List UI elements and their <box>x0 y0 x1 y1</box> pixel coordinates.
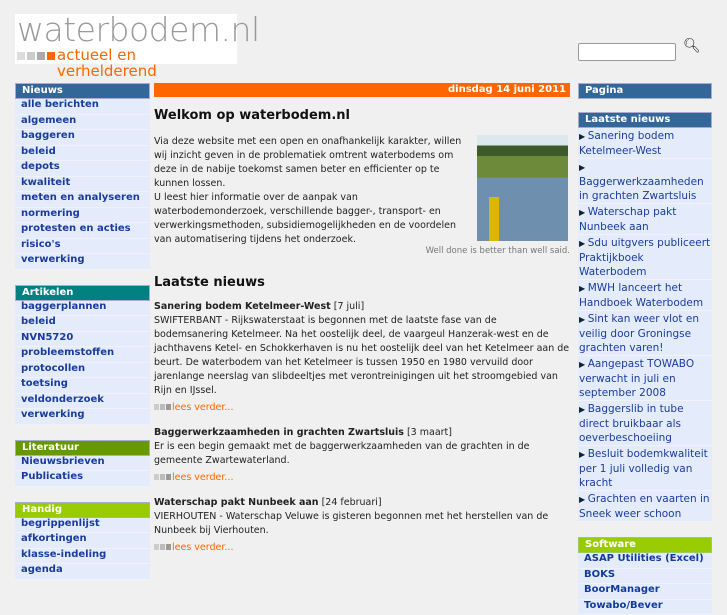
news-item-header <box>154 426 570 440</box>
read-more-bullet-icon <box>154 542 172 553</box>
sidebar-item[interactable]: klasse-indeling <box>15 549 150 565</box>
latest-news-link[interactable] <box>578 159 712 204</box>
latest-news-list <box>578 128 712 522</box>
latest-news-label: Baggerslib in tube direct bruikbaar als oeverbeschoeiing <box>579 403 684 444</box>
sidebar-item[interactable]: NVN5720 <box>15 332 150 348</box>
sidebar-item[interactable]: algemeen <box>15 115 150 131</box>
sidebar-item[interactable]: verwerking <box>15 254 150 270</box>
arrow-right-icon: ▶ <box>579 208 588 217</box>
sidebar-item[interactable]: protesten en acties <box>15 223 150 239</box>
sidebar-item[interactable]: begrippenlijst <box>15 518 150 534</box>
sidebar-item[interactable]: afkortingen <box>15 533 150 549</box>
news-item <box>154 496 570 553</box>
arrow-right-icon: ▶ <box>579 315 588 324</box>
sidebar-menu <box>15 301 150 425</box>
arrow-right-icon: ▶ <box>579 239 588 248</box>
read-more-row <box>154 542 570 553</box>
sidebar-item[interactable]: risico's <box>15 239 150 255</box>
sidebar-menu <box>15 456 150 487</box>
news-item-text: VIERHOUTEN - Waterschap Veluwe is gisteren begonnen met het herstellen van de Nunbeek bij Vierhouten. <box>154 510 570 538</box>
read-more-bullet-icon <box>154 402 172 413</box>
read-more-link[interactable]: lees verder... <box>172 542 233 553</box>
news-item-title[interactable]: Sanering bodem Ketelmeer-West <box>154 301 331 312</box>
news-item-header <box>154 496 570 510</box>
latest-news-link[interactable] <box>578 128 712 159</box>
software-list <box>578 553 712 615</box>
latest-news-label: Sdu uitgvers publiceert Praktijkboek Waterbodem <box>579 237 710 278</box>
sidebar-item[interactable]: verwerking <box>15 409 150 425</box>
news-item-date: [7 juli] <box>334 301 364 312</box>
news-item-title[interactable]: Waterschap pakt Nunbeek aan <box>154 497 319 508</box>
welcome-title: Welkom op waterbodem.nl <box>154 108 570 123</box>
software-item[interactable]: BoorManager <box>578 584 712 600</box>
latest-news-link[interactable] <box>578 311 712 356</box>
news-item <box>154 300 570 413</box>
search-input[interactable] <box>578 43 676 61</box>
sidebar-header-nieuws: Nieuws <box>15 83 150 99</box>
news-item-date: [24 februari] <box>322 497 382 508</box>
software-item[interactable]: BOKS <box>578 569 712 585</box>
latest-news-link[interactable] <box>578 401 712 446</box>
sidebar-item[interactable]: beleid <box>15 146 150 162</box>
latest-news-link[interactable] <box>578 235 712 280</box>
software-header: Software <box>578 537 712 553</box>
sidebar-item[interactable]: depots <box>15 161 150 177</box>
sidebar-item[interactable]: normering <box>15 208 150 224</box>
welcome-text-2: U leest hier informatie over de aanpak van waterbodemonderzoek, verschillende bagger-, transport- en verwerkingsmethoden, subsidiemogelijkheden en de voordelen van automatisering tijdens het onderzoek. <box>154 191 469 247</box>
latest-news-link[interactable] <box>578 446 712 491</box>
news-item-date: [3 maart] <box>407 427 452 438</box>
latest-news-label: Baggerwerkzaamheden in grachten Zwartsluis <box>579 176 704 202</box>
right-sidebar <box>578 83 712 615</box>
left-sidebar <box>15 83 150 580</box>
read-more-link[interactable]: lees verder... <box>172 402 233 413</box>
sidebar-item[interactable]: probleemstoffen <box>15 347 150 363</box>
read-more-row <box>154 402 570 413</box>
sidebar-item[interactable]: veldonderzoek <box>15 394 150 410</box>
logo-tagline: actueel en verhelderend <box>57 47 237 79</box>
latest-news-link[interactable] <box>578 204 712 235</box>
arrow-right-icon: ▶ <box>579 495 588 504</box>
sidebar-menu <box>15 518 150 580</box>
latest-news-label: MWH lanceert het Handboek Waterbodem <box>579 282 703 309</box>
welcome-text: Via deze website met een open en onafhankelijk karakter, willen wij inzicht geven in de problematiek omtrent waterbodems om deze in de nabije toekomst samen beter en efficienter op te kunnen lossen. <box>154 135 469 191</box>
news-item-text: SWIFTERBANT - Rijkswaterstaat is begonnen met de laatste fase van de bodemsanering Ketelmeer. Na het oostelijk deel, de vaargeul Hanzerak-west en de jachthavens Ketel- en Schokkerhaven is nu het oostelijk deel van het Ketelmeer aan de beurt. De waterbodem van het Ketelmeer is tussen 1950 en 1980 vervuild door jarenlange neerslag van slibdeeltjes met verontreinigingen uit het stroomgebied van Rijn en IJssel. <box>154 314 570 398</box>
logo-square <box>17 52 25 60</box>
news-item-text: Er is een begin gemaakt met de baggerwerkzaamheden van de grachten in de gemeente Zwartewaterland. <box>154 440 570 468</box>
main-content <box>154 83 570 566</box>
sidebar-header-artikelen: Artikelen <box>15 285 150 301</box>
latest-news-link[interactable] <box>578 280 712 311</box>
sidebar-item[interactable]: alle berichten <box>15 99 150 115</box>
sidebar-item[interactable]: toetsing <box>15 378 150 394</box>
sidebar-item[interactable]: baggerplannen <box>15 301 150 317</box>
sidebar-item[interactable]: Publicaties <box>15 471 150 487</box>
site-logo[interactable] <box>15 14 237 64</box>
sidebar-item[interactable]: beleid <box>15 316 150 332</box>
read-more-link[interactable]: lees verder... <box>172 472 233 483</box>
sidebar-item[interactable]: meten en analyseren <box>15 192 150 208</box>
latest-news-link[interactable] <box>578 356 712 401</box>
read-more-row <box>154 472 570 483</box>
news-item-header <box>154 300 570 314</box>
sidebar-item[interactable]: kwaliteit <box>15 177 150 193</box>
arrow-right-icon: ▶ <box>579 360 588 369</box>
arrow-right-icon: ▶ <box>579 163 585 172</box>
arrow-right-icon: ▶ <box>579 450 588 459</box>
search-icon[interactable]: 🔍︎ <box>683 38 701 54</box>
sidebar-header-literatuur: Literatuur <box>15 440 150 456</box>
software-item[interactable]: ASAP Utilities (Excel) <box>578 553 712 569</box>
arrow-right-icon: ▶ <box>579 284 588 293</box>
water-gauge <box>489 197 499 241</box>
sidebar-header-handig: Handig <box>15 502 150 518</box>
logo-square <box>47 52 55 60</box>
latest-news-link[interactable] <box>578 491 712 522</box>
news-list <box>154 300 570 553</box>
pagina-header: Pagina <box>578 83 712 99</box>
news-title: Laatste nieuws <box>154 275 570 290</box>
sidebar-menu <box>15 99 150 270</box>
logo-square <box>37 52 45 60</box>
latest-news-label: Sanering bodem Ketelmeer-West <box>579 130 674 157</box>
date-bar: dinsdag 14 juni 2011 <box>154 83 570 97</box>
latest-news-label: Waterschap pakt Nunbeek aan <box>579 206 676 233</box>
arrow-right-icon: ▶ <box>579 132 588 141</box>
sidebar-item[interactable]: protocollen <box>15 363 150 379</box>
logo-title: waterbodem.nl <box>17 10 260 49</box>
latest-news-label: Grachten en vaarten in Sneek weer schoon <box>579 493 710 520</box>
software-item[interactable]: Towabo/Bever <box>578 600 712 615</box>
latest-news-label: Sint kan weer vlot en veilig door Groningse grachten varen! <box>579 313 699 354</box>
logo-square <box>27 52 35 60</box>
news-item <box>154 426 570 483</box>
sidebar-item[interactable]: agenda <box>15 564 150 580</box>
latest-news-header: Laatste nieuws <box>578 112 712 128</box>
sidebar-item[interactable]: Nieuwsbrieven <box>15 456 150 472</box>
river-photo <box>477 135 568 241</box>
read-more-bullet-icon <box>154 472 172 483</box>
sidebar-item[interactable]: baggeren <box>15 130 150 146</box>
latest-news-label: Aangepast TOWABO verwacht in juli en september 2008 <box>579 358 694 399</box>
news-item-title[interactable]: Baggerwerkzaamheden in grachten Zwartsluis <box>154 427 404 438</box>
photo-caption: Well done is better than well said. <box>426 246 570 256</box>
arrow-right-icon: ▶ <box>579 405 588 414</box>
latest-news-label: Besluit bodemkwaliteit per 1 juli volledig van kracht <box>579 448 708 489</box>
